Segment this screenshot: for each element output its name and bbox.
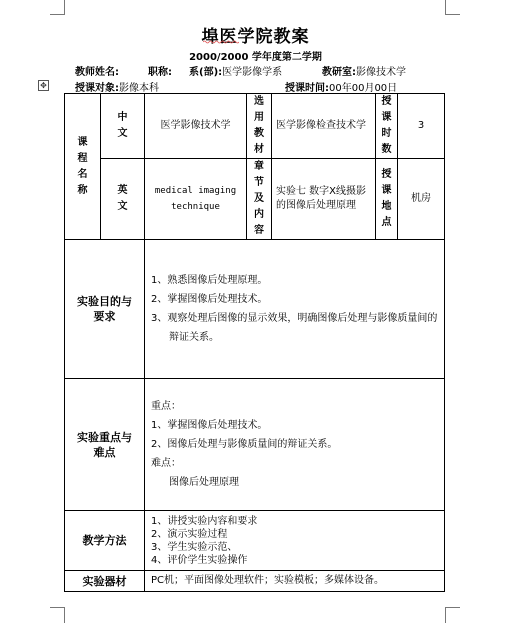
- info-row-2a: [75, 79, 159, 94]
- time-label: 授课时间:: [285, 83, 329, 94]
- teacher-label: 教师姓名:: [75, 67, 119, 78]
- list-item: 1、讲授实验内容和要求: [151, 515, 258, 527]
- hours-label: 授课时数: [376, 94, 398, 159]
- audience-value: 影像本科: [119, 83, 159, 94]
- table-row: [65, 511, 445, 571]
- time-value: 00年00月00日: [329, 83, 398, 94]
- crop-mark: [445, 607, 460, 608]
- document-title: 埠医学院教案: [201, 27, 310, 47]
- hours-value: 3: [398, 94, 445, 159]
- difficulty-value: 图像后处理原理: [169, 477, 239, 488]
- course-name-label: 课程名称: [65, 94, 101, 240]
- course-cn: 医学影像技术学: [145, 94, 247, 159]
- info-row-1c: [189, 63, 282, 78]
- table-row: [65, 379, 445, 511]
- term-line: 2000/2000 学年度第二学期: [189, 52, 322, 63]
- list-item: 1、掌握图像后处理技术。: [151, 420, 268, 431]
- table-move-handle-icon[interactable]: ✥: [38, 80, 49, 91]
- table-row: [65, 240, 445, 379]
- english-label: 英文: [101, 159, 145, 240]
- crop-mark: [445, 14, 460, 15]
- crop-mark: [50, 14, 65, 15]
- info-row-1b: [148, 63, 172, 78]
- table-row: [65, 571, 445, 592]
- equipment-label: 实验器材: [65, 571, 145, 592]
- crop-mark: [445, 607, 446, 623]
- info-row-1d: [322, 63, 406, 78]
- section-value: 影像技术学: [356, 67, 406, 78]
- crop-mark: [64, 0, 65, 14]
- dept-label: 系(部):: [189, 67, 223, 78]
- methods-list: [145, 511, 445, 571]
- crop-mark: [445, 0, 446, 14]
- list-item: 2、掌握图像后处理技术。: [151, 294, 268, 305]
- table-row: [65, 159, 445, 240]
- difficulty-label: 难点：: [151, 458, 181, 469]
- info-row-1: [75, 63, 119, 78]
- table-row: [65, 94, 445, 159]
- crop-mark: [64, 607, 65, 623]
- spellcheck-underline: [203, 40, 239, 44]
- location-value: 机房: [398, 159, 445, 240]
- textbook-value: 医学影像检查技术学: [272, 94, 376, 159]
- chapter-value: 实验七 数字X线摄影的图像后处理原理: [272, 159, 376, 240]
- list-item: 3、学生实验示范、: [151, 541, 238, 553]
- chinese-label: 中文: [101, 94, 145, 159]
- location-label: 授课地点: [376, 159, 398, 240]
- rank-label: 职称:: [148, 67, 172, 78]
- list-item: 2、演示实验过程: [151, 528, 228, 540]
- textbook-label: 选用教材: [247, 94, 272, 159]
- list-item: 2、图像后处理与影像质量间的辩证关系。: [151, 439, 338, 450]
- methods-label: 教学方法: [65, 511, 145, 571]
- crop-mark: [50, 607, 65, 608]
- course-en: medical imaging technique: [145, 159, 247, 240]
- chapter-label: 章节及内容: [247, 159, 272, 240]
- focus-label: 实验重点与难点: [65, 379, 145, 511]
- list-item: 1、熟悉图像后处理原理。: [151, 275, 268, 286]
- key-points-label: 重点：: [151, 401, 181, 412]
- list-item: 3、观察处理后图像的显示效果，明确图像后处理与影像质量间的辩证关系。: [151, 313, 438, 343]
- objectives-list: [145, 240, 445, 379]
- lesson-plan-table: [64, 93, 445, 592]
- equipment-value: PC机；平面图像处理软件；实验模板；多媒体设备。: [145, 571, 445, 592]
- focus-content: [145, 379, 445, 511]
- audience-label: 授课对象:: [75, 83, 119, 94]
- objectives-label: 实验目的与要求: [65, 240, 145, 379]
- list-item: 4、评价学生实验操作: [151, 554, 248, 566]
- section-label: 教研室:: [322, 67, 356, 78]
- dept-value: 医学影像学系: [222, 67, 283, 78]
- info-row-2b: [285, 79, 397, 94]
